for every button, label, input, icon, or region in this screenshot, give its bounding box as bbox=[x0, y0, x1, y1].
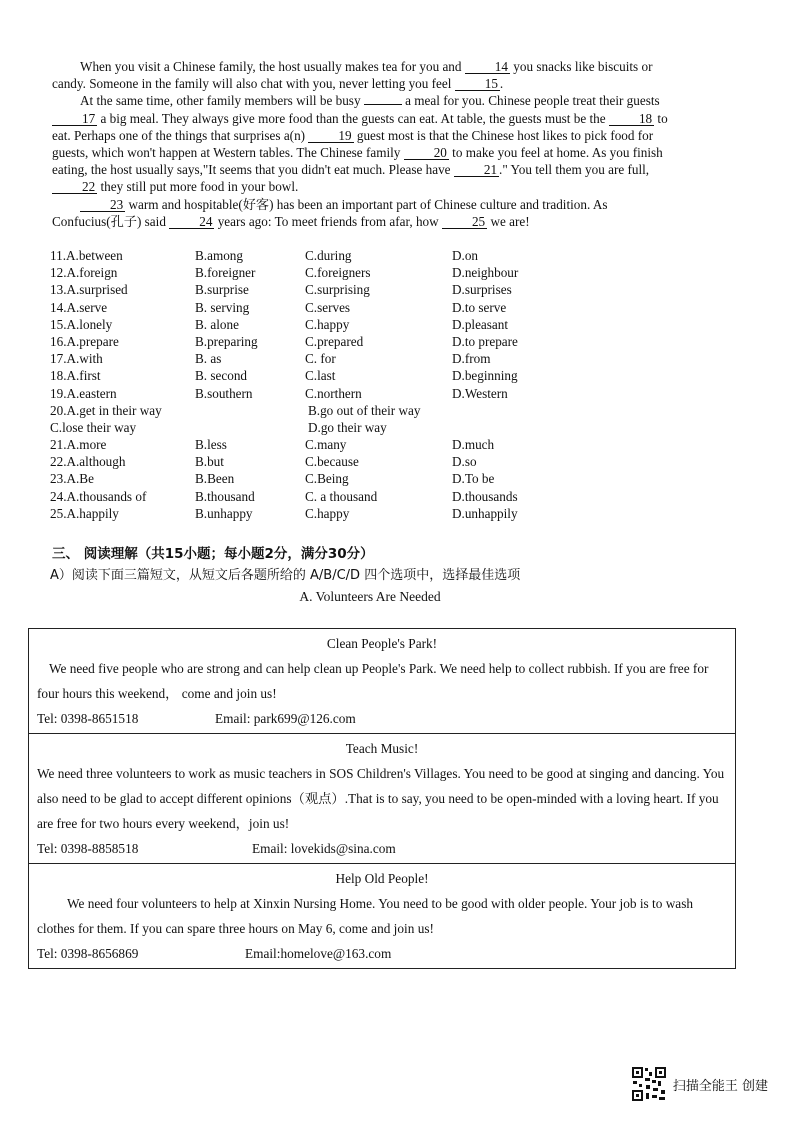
option-c: C.during bbox=[305, 248, 352, 263]
option-a: 18.A.first bbox=[50, 368, 101, 384]
blank-14: 14 bbox=[465, 60, 510, 74]
blank-22: 22 bbox=[52, 180, 97, 194]
blank-17: 17 bbox=[52, 112, 97, 126]
blank-18: 18 bbox=[609, 112, 654, 126]
qr-code-icon bbox=[631, 1066, 667, 1102]
option-d: D.beginning bbox=[452, 368, 518, 384]
ad-email: Email:homelove@163.com bbox=[245, 946, 392, 961]
option-row-17 bbox=[50, 351, 570, 368]
passage-paragraph-3: 23 warm and hospitable(好客) has been an important part of Chinese culture and tradition. As Confucius(孔子) said 24 years ago: To meet friends from afar, how 25 we are! bbox=[52, 196, 608, 229]
blank-21: 21 bbox=[454, 163, 499, 177]
ad-title: Help Old People! bbox=[335, 871, 429, 886]
option-c: C.happy bbox=[305, 316, 350, 332]
answer-options bbox=[50, 248, 570, 523]
option-a: 17.A.with bbox=[50, 351, 103, 367]
blank-23: 23 bbox=[80, 198, 125, 212]
option-c: C. for bbox=[305, 351, 336, 367]
option-d: D.Western bbox=[452, 385, 508, 401]
option-row-23 bbox=[50, 471, 570, 488]
option-row-18 bbox=[50, 368, 570, 385]
volunteer-ads bbox=[28, 628, 736, 969]
watermark-text: 扫描全能王 创建 bbox=[672, 1078, 768, 1094]
option-d: D.To be bbox=[452, 471, 495, 487]
option-b: B.less bbox=[195, 437, 227, 453]
ad-title: Teach Music! bbox=[345, 741, 419, 756]
option-row-21 bbox=[50, 437, 570, 454]
option-c: C.last bbox=[305, 368, 336, 384]
blank-20: 20 bbox=[404, 146, 449, 160]
option-row-20a bbox=[50, 403, 570, 420]
option-b: B. alone bbox=[195, 316, 239, 332]
ad-body: We need three volunteers to work as music teachers in SOS Children's Villages. You need to be good at singing and dancing. You also need to be glad to accept different opinions（观点）.That is to say, you need to be open-minded with a loving heart. If you are free for two hours every weekend，join us! bbox=[37, 766, 725, 831]
option-a: 13.A.surprised bbox=[50, 282, 128, 298]
option-c: C.surprising bbox=[305, 282, 370, 298]
option-d: D.surprises bbox=[452, 282, 512, 298]
blank-16 bbox=[364, 104, 402, 105]
ad-tel: Tel: 0398-8656869 bbox=[37, 946, 139, 961]
option-a: 11.A.between bbox=[50, 248, 123, 263]
option-row-22 bbox=[50, 454, 570, 471]
ad-clean-park bbox=[29, 629, 735, 734]
option-row-11 bbox=[50, 248, 570, 265]
ad-teach-music bbox=[29, 734, 735, 864]
option-a: 20.A.get in their way bbox=[50, 402, 162, 418]
ad-tel: Tel: 0398-8858518 bbox=[37, 841, 139, 856]
ad-tel: Tel: 0398-8651518 bbox=[37, 711, 139, 726]
option-row-15 bbox=[50, 317, 570, 334]
option-b: B.preparing bbox=[195, 333, 258, 349]
option-b: B.southern bbox=[195, 385, 253, 401]
option-b: B.go out of their way bbox=[308, 402, 421, 418]
option-b: B.surprise bbox=[195, 282, 249, 298]
option-d: D.so bbox=[452, 454, 477, 470]
blank-15: 15 bbox=[455, 77, 500, 91]
option-b: B. as bbox=[195, 351, 222, 367]
blank-24: 24 bbox=[169, 215, 214, 229]
passage-paragraph-1: When you visit a Chinese family, the host usually makes tea for you and 14 you snacks like biscuits or candy. Someone in the family will also chat with you, never letting you feel 15 . bbox=[52, 59, 653, 92]
section-heading: 三、 阅读理解（共15小题；每小题2分，满分30分） bbox=[52, 546, 374, 562]
option-c: C.serves bbox=[305, 299, 351, 315]
ad-email: Email: lovekids@sina.com bbox=[252, 841, 396, 856]
option-a: 19.A.eastern bbox=[50, 385, 117, 401]
option-b: B. serving bbox=[195, 299, 250, 315]
cloze-passage bbox=[52, 58, 682, 230]
option-row-20b bbox=[50, 420, 570, 437]
ad-help-old-people bbox=[29, 864, 735, 968]
ad-title: Clean People's Park! bbox=[326, 636, 438, 651]
option-d: D.much bbox=[452, 437, 495, 453]
option-a: 14.A.serve bbox=[50, 299, 108, 315]
option-row-12 bbox=[50, 265, 570, 282]
option-b: B.thousand bbox=[195, 488, 255, 504]
option-c: C.foreigners bbox=[305, 265, 371, 281]
option-d: D.thousands bbox=[452, 488, 518, 504]
option-c: C.Being bbox=[305, 471, 349, 487]
option-d: D.neighbour bbox=[452, 265, 519, 281]
option-c: C.prepared bbox=[305, 333, 364, 349]
option-row-24 bbox=[50, 489, 570, 506]
ad-contact bbox=[37, 941, 727, 966]
option-d: D.unhappily bbox=[452, 505, 518, 521]
option-c: C.because bbox=[305, 454, 359, 470]
blank-25: 25 bbox=[442, 215, 487, 229]
ad-contact bbox=[37, 706, 727, 731]
option-row-16 bbox=[50, 334, 570, 351]
option-a: 22.A.although bbox=[50, 454, 126, 470]
option-c: C.northern bbox=[305, 385, 362, 401]
option-c: C.lose their way bbox=[50, 419, 137, 435]
option-b: B.but bbox=[195, 454, 224, 470]
option-b: B.unhappy bbox=[195, 505, 253, 521]
option-row-19 bbox=[50, 386, 570, 403]
option-b: B.foreigner bbox=[195, 265, 256, 281]
option-a: 15.A.lonely bbox=[50, 316, 113, 332]
option-c: C. a thousand bbox=[305, 488, 378, 504]
option-row-13 bbox=[50, 282, 570, 299]
option-a: 24.A.thousands of bbox=[50, 488, 147, 504]
blank-19: 19 bbox=[308, 129, 353, 143]
option-c: C.many bbox=[305, 437, 347, 453]
ad-contact bbox=[37, 836, 727, 861]
option-d: D.on bbox=[452, 248, 479, 263]
scanner-watermark bbox=[631, 1066, 768, 1102]
passage-paragraph-2: At the same time, other family members will be busy a meal for you. Chinese people treat their guests 17 a big meal. They always give more food than the guests can eat. At table, the guests must be the 18 to eat. Perhaps one of the things that surprises a(n) 19 guest most is that the Chinese host likes to pick food for guests, which won't happen at Western tables. The Chinese family 20 to make you feel at home. As you finish eating, the host usually says,"It seems that you didn't eat much. Please have 21 ." You tell them you are full, 22 they still put more food in your bowl. bbox=[52, 93, 668, 195]
option-d: D.go their way bbox=[308, 419, 387, 435]
option-b: B.among bbox=[195, 248, 243, 263]
option-c: C.happy bbox=[305, 505, 350, 521]
option-d: D.from bbox=[452, 351, 491, 367]
option-a: 23.A.Be bbox=[50, 471, 94, 487]
ad-body: We need four volunteers to help at Xinxin Nursing Home. You need to be good with older people. Your job is to wash clothes for them. If you can spare three hours on May 6, come and join us! bbox=[37, 896, 694, 936]
option-d: D.pleasant bbox=[452, 316, 509, 332]
option-d: D.to prepare bbox=[452, 333, 518, 349]
option-b: B. second bbox=[195, 368, 248, 384]
option-a: 12.A.foreign bbox=[50, 265, 118, 281]
ad-body: We need five people who are strong and can help clean up People's Park. We need help to collect rubbish. If you are free for four hours this weekend， come and join us! bbox=[37, 661, 709, 701]
ad-email: Email: park699@126.com bbox=[215, 711, 356, 726]
option-d: D.to serve bbox=[452, 299, 507, 315]
option-a: 16.A.prepare bbox=[50, 333, 119, 349]
option-a: 25.A.happily bbox=[50, 505, 119, 521]
option-row-25 bbox=[50, 506, 570, 523]
option-b: B.Been bbox=[195, 471, 235, 487]
section-instruction: A）阅读下面三篇短文，从短文后各题所给的 A/B/C/D 四个选项中，选择最佳选项 bbox=[50, 568, 521, 583]
reading-title: A. Volunteers Are Needed bbox=[299, 589, 441, 604]
option-row-14 bbox=[50, 300, 570, 317]
option-a: 21.A.more bbox=[50, 437, 107, 453]
